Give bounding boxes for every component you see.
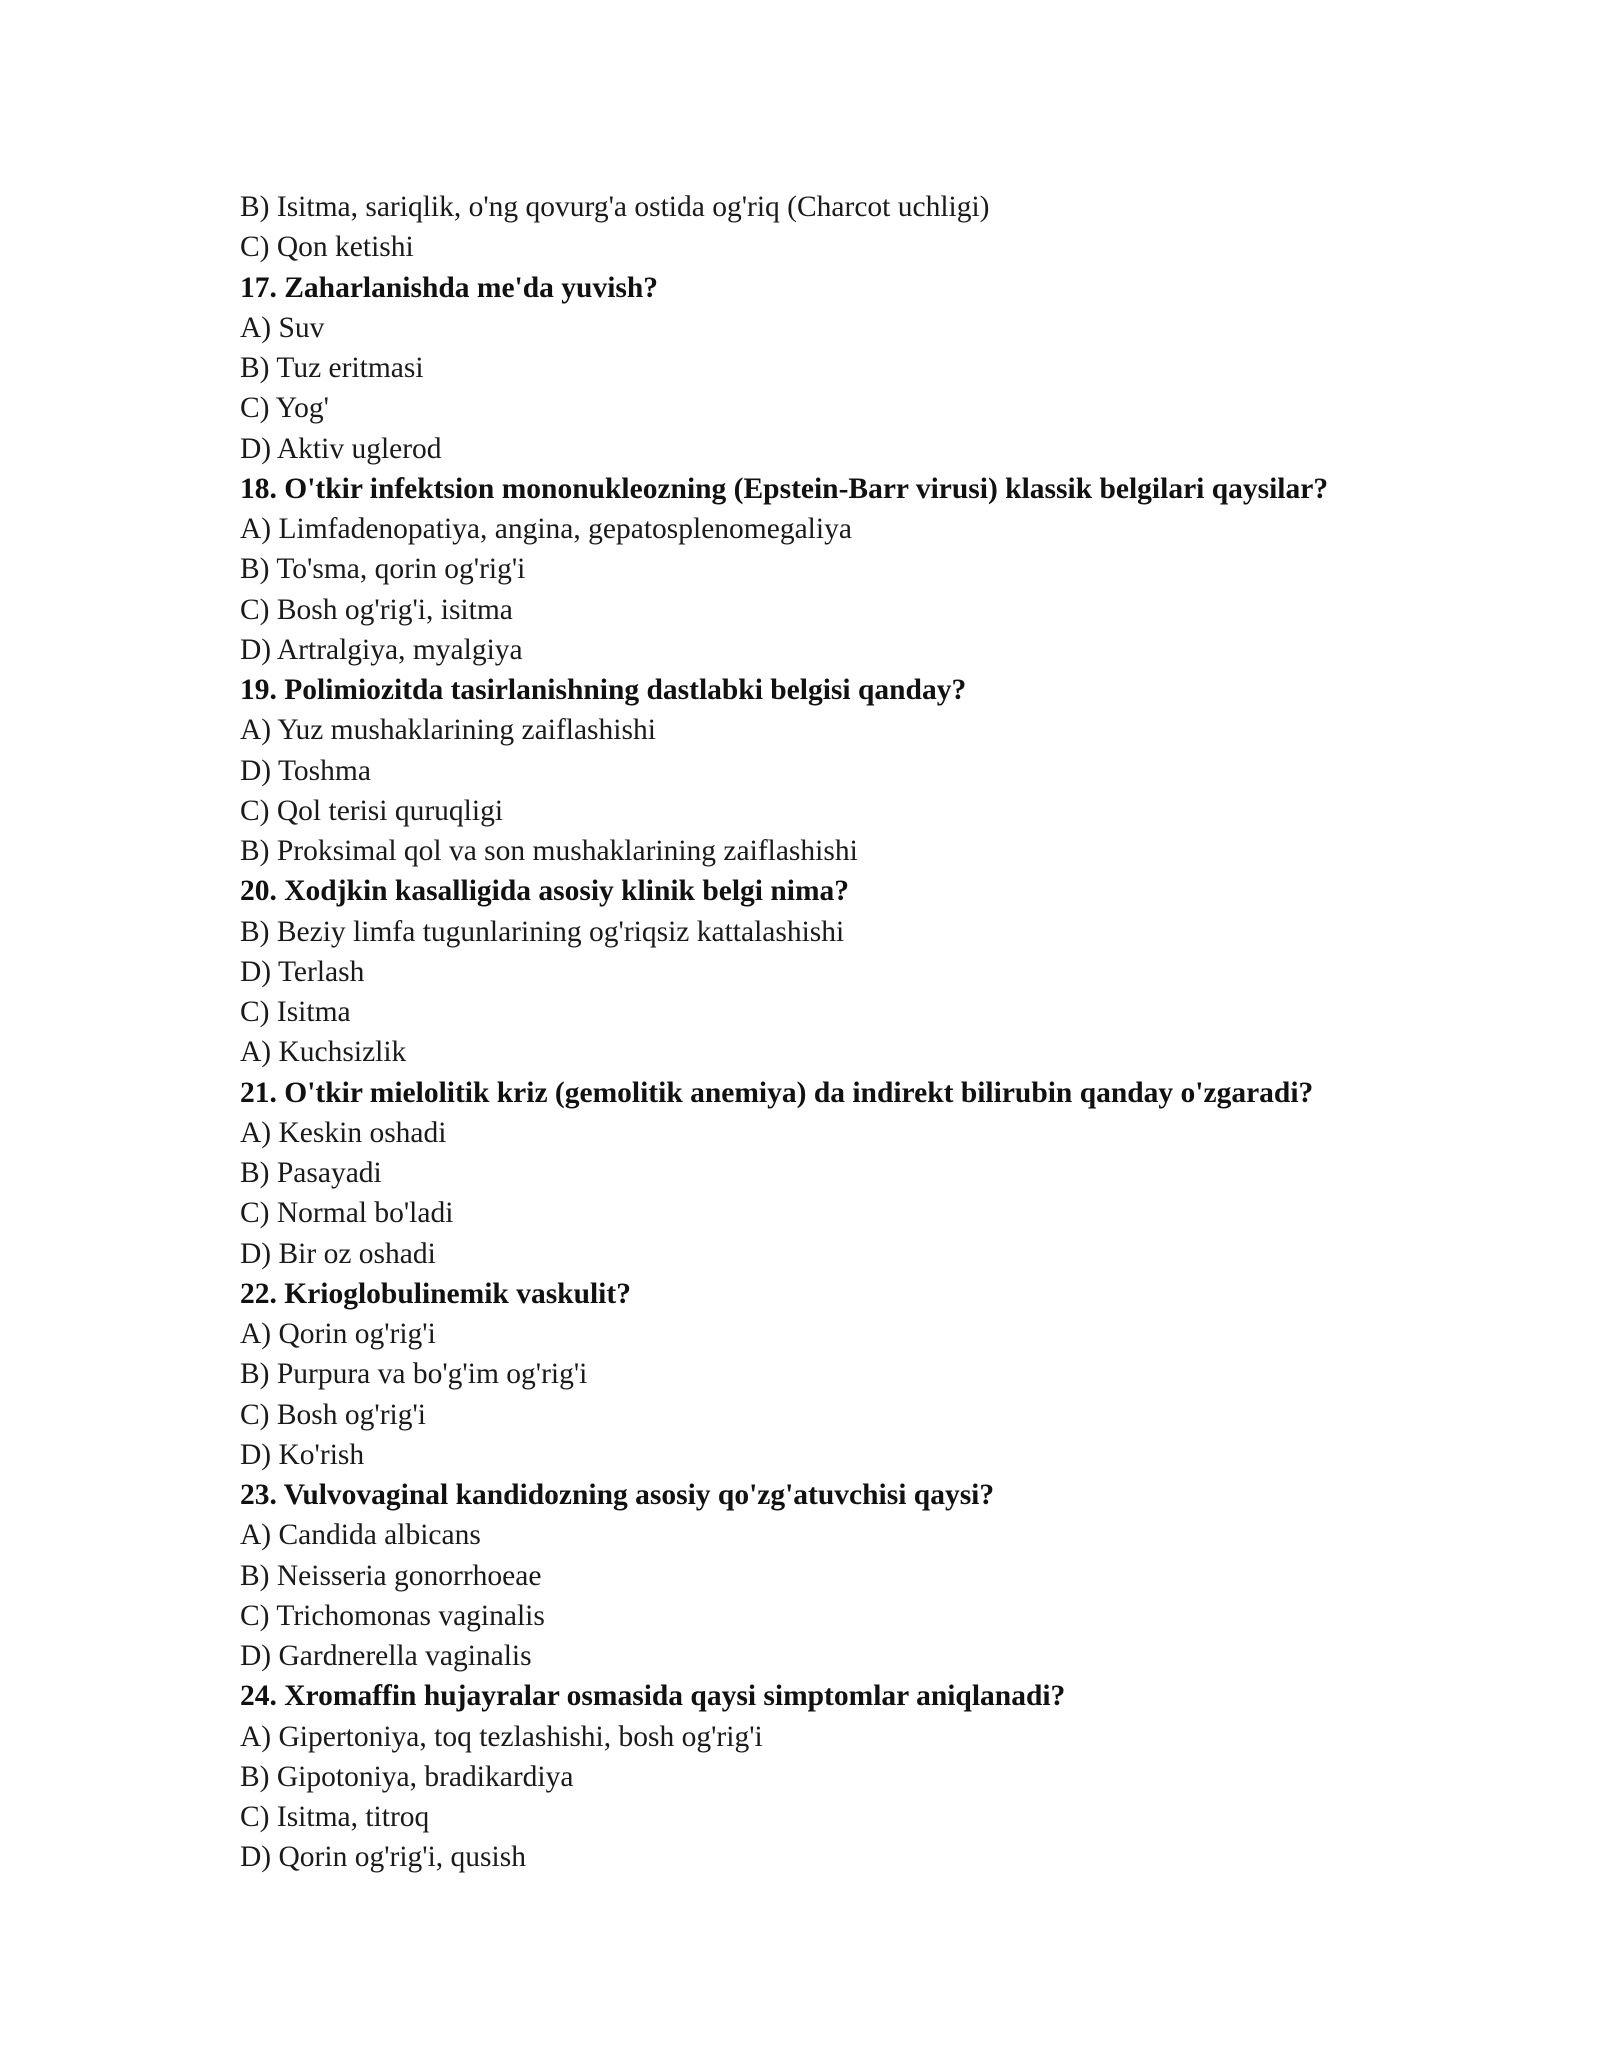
answer-option: A) Qorin og'rig'i [240,1318,436,1350]
answer-option: C) Yog' [240,392,329,425]
question-heading: 21. O'tkir mielolitik kriz (gemolitik anemiya) da indirekt bilirubin qanday o'zgaradi? [240,1076,1314,1109]
document-text [240,187,1440,1878]
question-heading: 22. Krioglobulinemik vaskulit? [240,1277,631,1310]
question-heading: 24. Xromaffin hujayralar osmasida qaysi simptomlar aniqlanadi? [240,1680,1066,1713]
answer-option: B) Gipotoniya, bradikardiya [240,1760,574,1793]
answer-option: D) Ko'rish [240,1438,365,1471]
answer-option: C) Qon ketishi [240,231,414,264]
question-heading: 18. O'tkir infektsion mononukleozning (Epstein-Barr virusi) klassik belgilari qaysilar? [240,472,1329,505]
answer-option: C) Bosh og'rig'i [240,1398,427,1431]
answer-option: C) Qol terisi quruqligi [240,794,504,827]
answer-option: A) Yuz mushaklarining zaiflashishi [240,714,656,747]
answer-option: B) Purpura va bo'g'im og'rig'i [240,1358,588,1391]
answer-option: C) Isitma [240,996,351,1028]
question-heading: 23. Vulvovaginal kandidozning asosiy qo'zg'atuvchisi qaysi? [240,1479,995,1511]
answer-option: A) Candida albicans [240,1519,481,1552]
answer-option: B) Tuz eritmasi [240,352,424,384]
answer-option: C) Isitma, titroq [240,1801,430,1833]
answer-option: B) To'sma, qorin og'rig'i [240,553,526,586]
answer-option: B) Beziy limfa tugunlarining og'riqsiz kattalashishi [240,915,845,948]
answer-option: D) Gardnerella vaginalis [240,1640,532,1672]
question-heading: 20. Xodjkin kasalligida asosiy klinik belgi nima? [240,875,850,908]
answer-option: D) Qorin og'rig'i, qusish [240,1841,526,1874]
answer-option: D) Toshma [240,754,371,787]
answer-option: A) Kuchsizlik [240,1036,407,1069]
answer-option: A) Gipertoniya, toq tezlashishi, bosh og'rig'i [240,1720,763,1753]
answer-option: D) Terlash [240,955,365,988]
answer-option: B) Pasayadi [240,1157,382,1189]
answer-option: D) Artralgiya, myalgiya [240,633,523,666]
answer-option: B) Isitma, sariqlik, o'ng qovurg'a ostida og'riq (Charcot uchligi) [240,191,990,223]
answer-option: A) Suv [240,311,325,344]
answer-option: C) Trichomonas vaginalis [240,1599,545,1632]
answer-option: A) Limfadenopatiya, angina, gepatosplenomegaliya [240,513,852,545]
answer-option: D) Bir oz oshadi [240,1237,436,1270]
answer-option: C) Bosh og'rig'i, isitma [240,593,513,626]
answer-option: B) Neisseria gonorrhoeae [240,1559,542,1592]
answer-option: B) Proksimal qol va son mushaklarining zaiflashishi [240,835,858,867]
answer-option: D) Aktiv uglerod [240,432,442,465]
answer-option: C) Normal bo'ladi [240,1197,454,1230]
question-heading: 17. Zaharlanishda me'da yuvish? [240,271,659,304]
question-heading: 19. Polimiozitda tasirlanishning dastlabki belgisi qanday? [240,674,967,706]
answer-option: A) Keskin oshadi [240,1116,447,1149]
